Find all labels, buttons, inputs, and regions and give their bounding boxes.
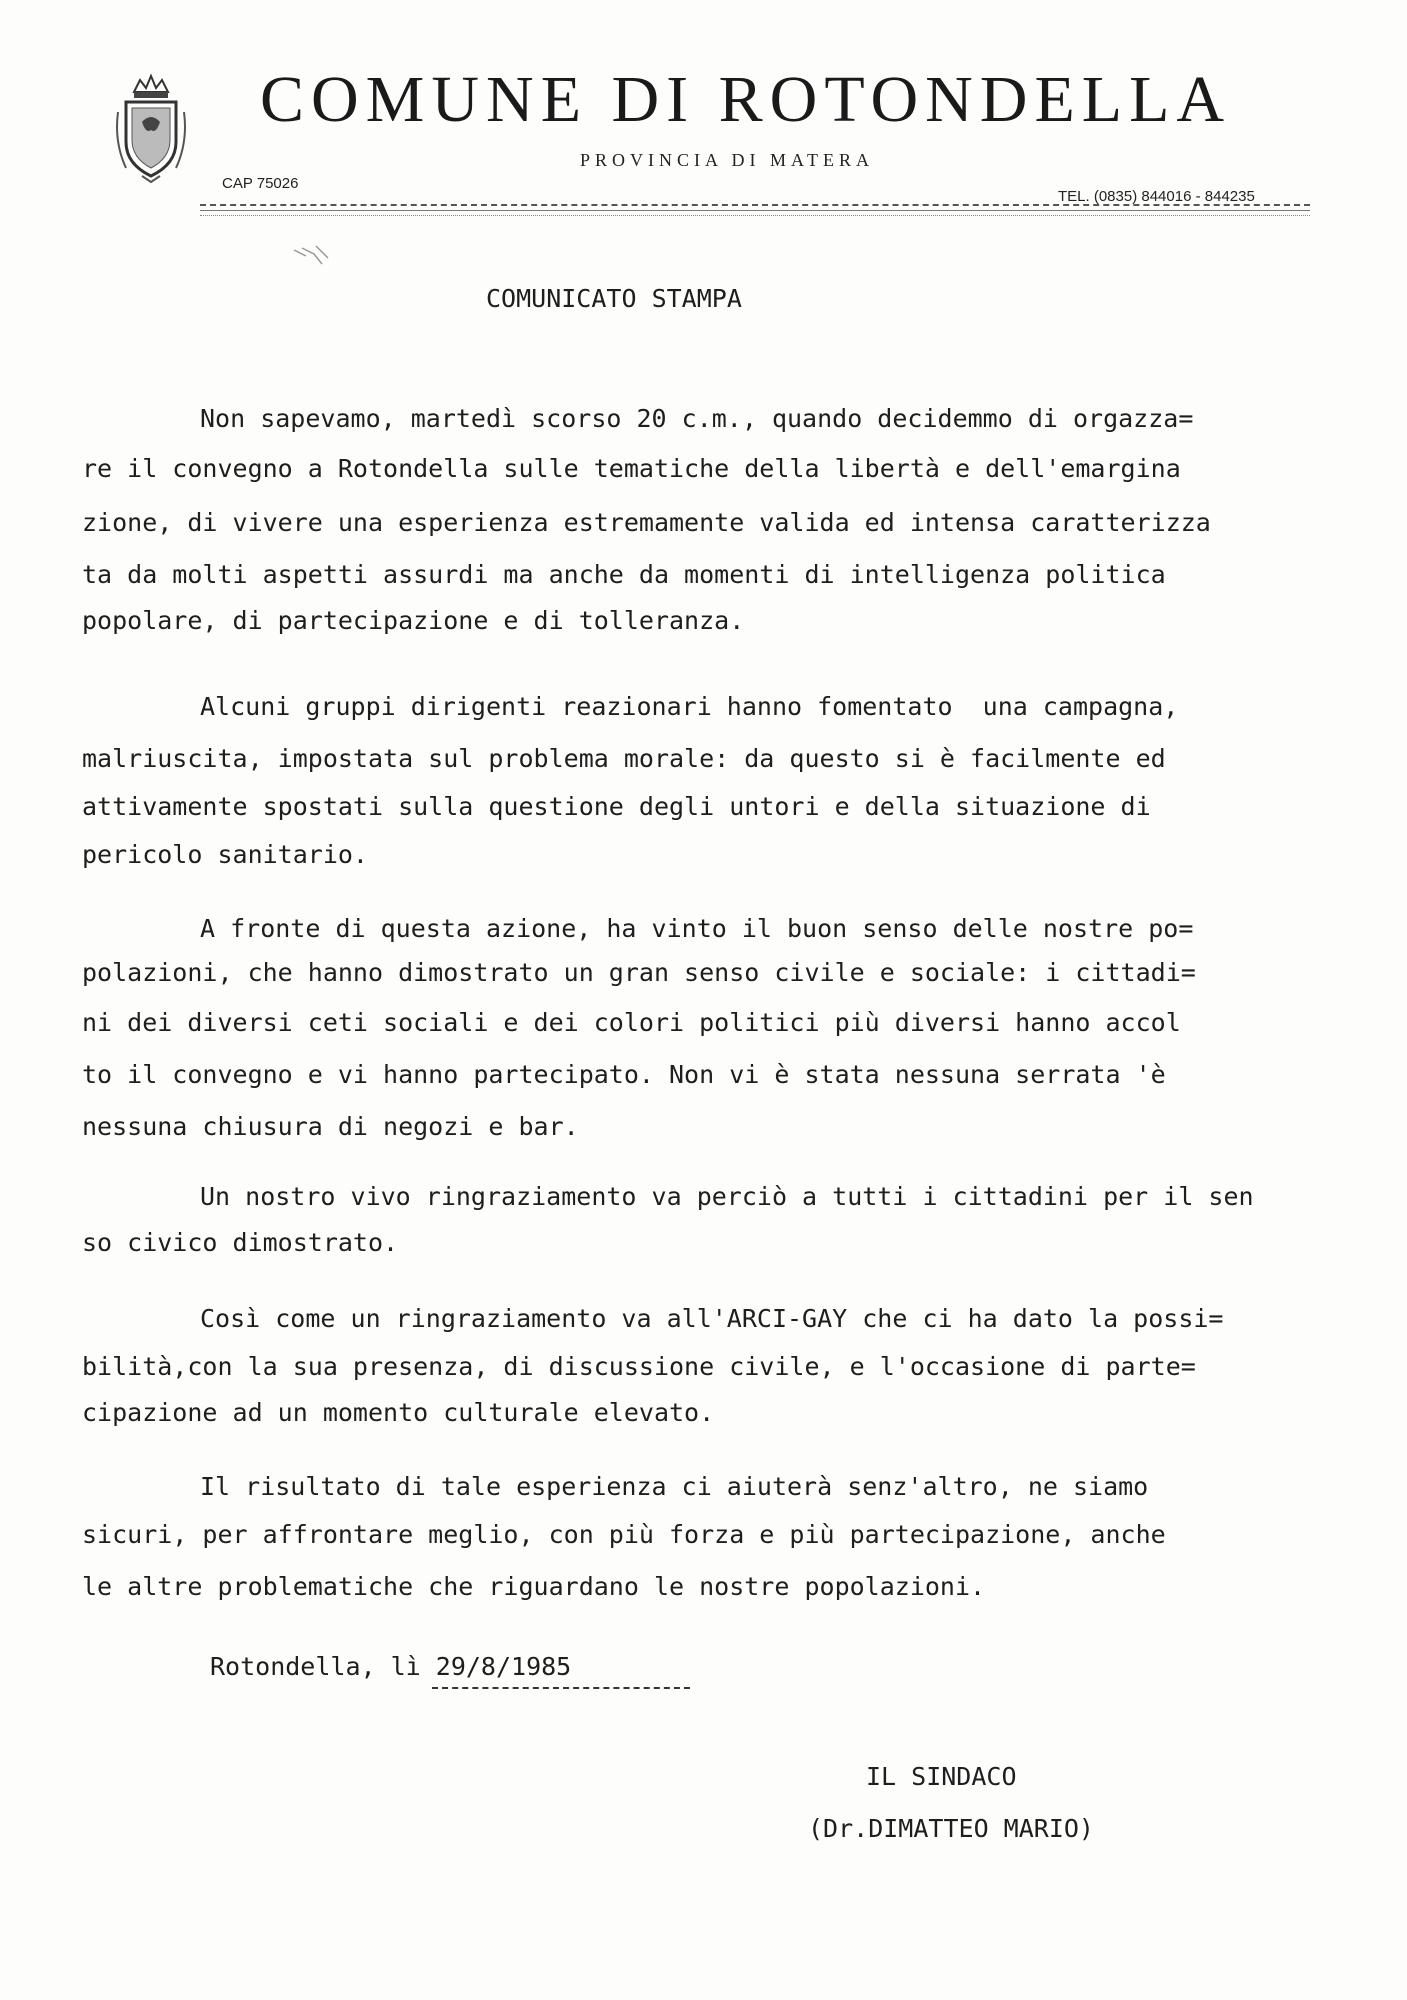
body-line: Alcuni gruppi dirigenti reazionari hanno fomentato una campagna,	[200, 692, 1179, 721]
body-line: nessuna chiusura di negozi e bar.	[82, 1112, 579, 1141]
municipal-crest-icon	[112, 72, 190, 184]
date-underline	[432, 1687, 690, 1689]
comune-title: COMUNE DI ROTONDELLA	[260, 63, 1232, 136]
body-line: ta da molti aspetti assurdi ma anche da momenti di intelligenza politica	[82, 560, 1166, 589]
body-line: bilità,con la sua presenza, di discussione civile, e l'occasione di parte=	[82, 1352, 1196, 1381]
body-line: attivamente spostati sulla questione degli untori e della situazione di	[82, 792, 1151, 821]
province-label: PROVINCIA DI MATERA	[580, 150, 875, 170]
body-line: Non sapevamo, martedì scorso 20 c.m., quando decidemmo di orgazza=	[200, 404, 1194, 433]
letterhead-divider	[200, 204, 1310, 206]
postal-code: CAP 75026	[222, 175, 299, 192]
body-line: cipazione ad un momento culturale elevato.	[82, 1398, 715, 1427]
body-line: pericolo sanitario.	[82, 840, 368, 869]
body-line: malriuscita, impostata sul problema morale: da questo si è facilmente ed	[82, 744, 1166, 773]
body-line: Il risultato di tale esperienza ci aiuterà senz'altro, ne siamo	[200, 1472, 1149, 1501]
body-line: le altre problematiche che riguardano le nostre popolazioni.	[82, 1572, 986, 1601]
body-line: ni dei diversi ceti sociali e dei colori politici più diversi hanno accol	[82, 1008, 1181, 1037]
signatory-title: IL SINDACO	[866, 1762, 1017, 1791]
body-line: re il convegno a Rotondella sulle tematiche della libertà e dell'emargina	[82, 454, 1181, 483]
body-line: to il convegno e vi hanno partecipato. Non vi è stata nessuna serrata 'è	[82, 1060, 1166, 1089]
letterhead-divider	[200, 210, 1310, 211]
body-line: zione, di vivere una esperienza estremamente valida ed intensa caratterizza	[82, 508, 1211, 537]
body-line: so civico dimostrato.	[82, 1228, 399, 1257]
body-line: sicuri, per affrontare meglio, con più forza e più partecipazione, anche	[82, 1520, 1166, 1549]
stray-ink-mark-icon	[292, 244, 332, 266]
body-line: A fronte di questa azione, ha vinto il buon senso delle nostre po=	[200, 914, 1194, 943]
body-line: polazioni, che hanno dimostrato un gran senso civile e sociale: i cittadi=	[82, 958, 1196, 987]
body-line: Così come un ringraziamento va all'ARCI-GAY che ci ha dato la possi=	[200, 1304, 1224, 1333]
body-line: popolare, di partecipazione e di tolleranza.	[82, 606, 745, 635]
signatory-name: (Dr.DIMATTEO MARIO)	[808, 1814, 1094, 1843]
document-heading: COMUNICATO STAMPA	[486, 284, 742, 313]
dateline: Rotondella, lì 29/8/1985	[210, 1652, 572, 1681]
letterhead-divider	[200, 215, 1310, 216]
body-line: Un nostro vivo ringraziamento va perciò a tutti i cittadini per il sen	[200, 1182, 1254, 1211]
telephone-number: TEL. (0835) 844016 - 844235	[1058, 188, 1255, 205]
